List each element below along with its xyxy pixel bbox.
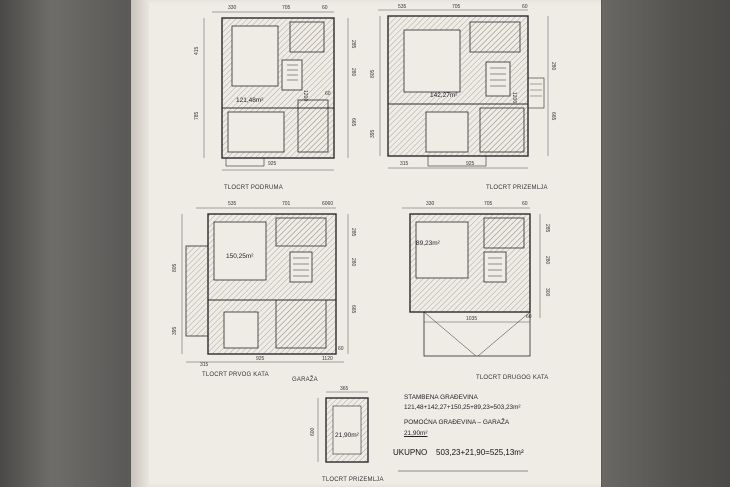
prvi-kat-dim-bottom-2: 925: [256, 356, 265, 362]
prvi-kat-dim-top-3: 6060: [322, 201, 334, 207]
garaza-title: TLOCRT PRIZEMLJA: [322, 477, 384, 483]
drugi-kat-dim-right-3: 300: [544, 288, 550, 297]
plan-garaza: [318, 392, 368, 462]
podrum-dim-top-3: 60: [322, 5, 328, 11]
drugi-kat-area: 89,23m²: [416, 240, 440, 247]
podrum-dim-top-1: 330: [228, 5, 237, 11]
prvi-kat-area: 150,25m²: [226, 253, 254, 260]
summary-pomocna-value: 21,90m²: [404, 430, 428, 437]
prizemlje-area: 142,27m²: [430, 92, 458, 99]
summary-pomocna-label: POMOĆNA GRAĐEVINA – GARAŽA: [404, 419, 510, 426]
plan-drugog-kata: [402, 208, 540, 356]
drugi-kat-dim-top-3: 60: [522, 201, 528, 207]
podrum-title: TLOCRT PODRUMA: [224, 185, 283, 191]
summary-stambena-calc: 121,48+142,27+150,25+89,23=503,23m²: [404, 404, 521, 411]
podrum-dim-misc-2: 1200: [302, 90, 308, 102]
garaza-area: 21,90m²: [335, 432, 359, 439]
podrum-dim-right-1: 285: [350, 40, 356, 49]
garaza-dim-width: 365: [340, 386, 349, 392]
plan-prizemlja: [378, 10, 548, 168]
prizemlje-dim-left-2: 395: [370, 129, 376, 138]
podrum-dim-left-1: 415: [194, 46, 200, 55]
prizemlje-dim-right-1: 280: [550, 62, 556, 71]
podrum-dim-bottom: 925: [268, 161, 277, 167]
podrum-dim-top-2: 705: [282, 5, 291, 11]
podrum-dim-right-3: 665: [350, 118, 356, 127]
podrum-dim-left-2: 785: [194, 111, 200, 120]
prizemlje-dim-left-1: 805: [370, 69, 376, 78]
drugi-kat-dim-right-2: 280: [544, 256, 550, 265]
plan-prvog-kata: [182, 208, 348, 362]
prvi-kat-dim-misc: 60: [338, 346, 344, 352]
podrum-dim-right-2: 280: [350, 68, 356, 77]
drugi-kat-dim-top-2: 705: [484, 201, 493, 207]
drugi-kat-dim-right-1: 285: [544, 224, 550, 233]
prvi-kat-dim-right-2: 280: [350, 258, 356, 267]
prizemlje-dim-bottom-1: 315: [400, 161, 409, 167]
drugi-kat-title: TLOCRT DRUGOG KATA: [476, 375, 549, 381]
summary-stambena-label: STAMBENA GRAĐEVINA: [404, 394, 478, 401]
prvi-kat-title: TLOCRT PRVOG KATA: [202, 372, 269, 378]
prvi-kat-dim-left-1: 805: [172, 263, 178, 272]
prizemlje-dim-right-2: 665: [550, 112, 556, 121]
summary-ukupno-calc: 503,23+21,90=525,13m²: [436, 448, 524, 457]
prvi-kat-dim-top-1: 535: [228, 201, 237, 207]
prvi-kat-dim-top-2: 701: [282, 201, 291, 207]
prvi-kat-dim-bottom-1: 315: [200, 362, 209, 368]
drugi-kat-dim-top-1: 330: [426, 201, 435, 207]
prvi-kat-dim-bottom-3: 1120: [322, 356, 333, 362]
garaza-dim-height: 600: [310, 427, 316, 436]
prizemlje-dim-misc: 1200: [511, 92, 517, 104]
prvi-kat-dim-right-3: 665: [350, 305, 356, 314]
prizemlje-dim-top-1: 535: [398, 4, 407, 10]
drugi-kat-dim-right-4: 60: [526, 314, 532, 320]
podrum-area: 121,48m²: [236, 97, 264, 104]
prizemlje-dim-top-3: 60: [522, 4, 528, 10]
drugi-kat-dim-misc: 1035: [466, 316, 478, 322]
prvi-kat-dim-right-1: 285: [350, 228, 356, 237]
prizemlje-dim-top-2: 705: [452, 4, 461, 10]
podrum-dim-misc-1: 60: [325, 91, 331, 97]
summary-ukupno-label: UKUPNO: [393, 448, 428, 457]
prvi-kat-dim-left-2: 395: [172, 326, 178, 335]
garaza-label: GARAŽA: [292, 377, 318, 383]
prizemlje-dim-bottom-2: 925: [466, 161, 475, 167]
prizemlje-title: TLOCRT PRIZEMLJA: [486, 185, 548, 191]
